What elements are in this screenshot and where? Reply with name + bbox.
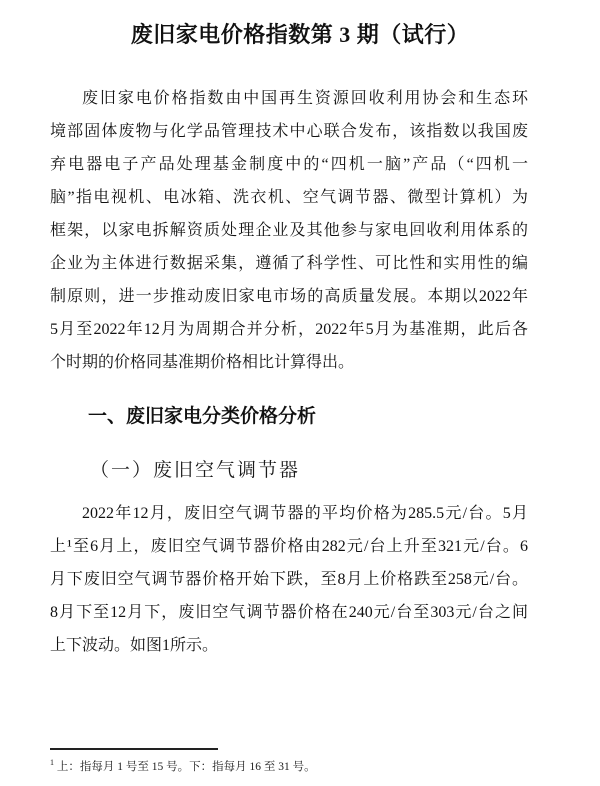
section-heading: 一、废旧家电分类价格分析: [88, 406, 317, 427]
footnote-text: [50, 755, 528, 775]
text-line: 5月至2022年12月为周期合并分析，2022年5月为基准期，此后各: [50, 321, 528, 338]
text-line: 境部固体废物与化学品管理技术中心联合发布，该指数以我国废: [50, 123, 528, 140]
text-line: 2022年12月，废旧空气调节器的平均价格为285.5元/台。5月: [82, 505, 528, 522]
intro-paragraph: [50, 82, 528, 379]
document-title: 废旧家电价格指数第 3 期（试行）: [130, 22, 470, 47]
text-line: 上¹至6月上，废旧空气调节器价格由282元/台上升至321元/台。6: [50, 538, 528, 555]
text-line: 上下波动。如图1所示。: [50, 637, 219, 654]
text-line: 制原则，进一步推动废旧家电市场的高质量发展。本期以2022年: [50, 288, 528, 305]
text-line: 月下废旧空气调节器价格开始下跌，至8月上价格跌至258元/台。: [50, 571, 528, 588]
footnote-marker: 1: [50, 758, 54, 767]
subsection-heading: （一）废旧空气调节器: [90, 460, 301, 481]
analysis-paragraph: [50, 497, 528, 662]
text-line: 脑”指电视机、电冰箱、洗衣机、空气调节器、微型计算机）为: [50, 189, 528, 206]
text-line: 企业为主体进行数据采集，遵循了科学性、可比性和实用性的编: [50, 255, 528, 272]
footnote-separator: [50, 748, 218, 750]
text-line: 框架，以家电拆解资质处理企业及其他参与家电回收利用体系的: [50, 222, 528, 239]
footnote: [50, 748, 528, 775]
text-line: 弃电器电子产品处理基金制度中的“四机一脑”产品（“四机一: [50, 156, 528, 173]
text-line: 个时期的价格同基准期价格相比计算得出。: [50, 354, 355, 371]
text-line: 废旧家电价格指数由中国再生资源回收利用协会和生态环: [82, 90, 528, 107]
footnote-body: 上：指每月 1 号至 15 号。下：指每月 16 至 31 号。: [56, 760, 316, 773]
text-line: 8月下至12月下，废旧空气调节器价格在240元/台至303元/台之间: [50, 604, 528, 621]
